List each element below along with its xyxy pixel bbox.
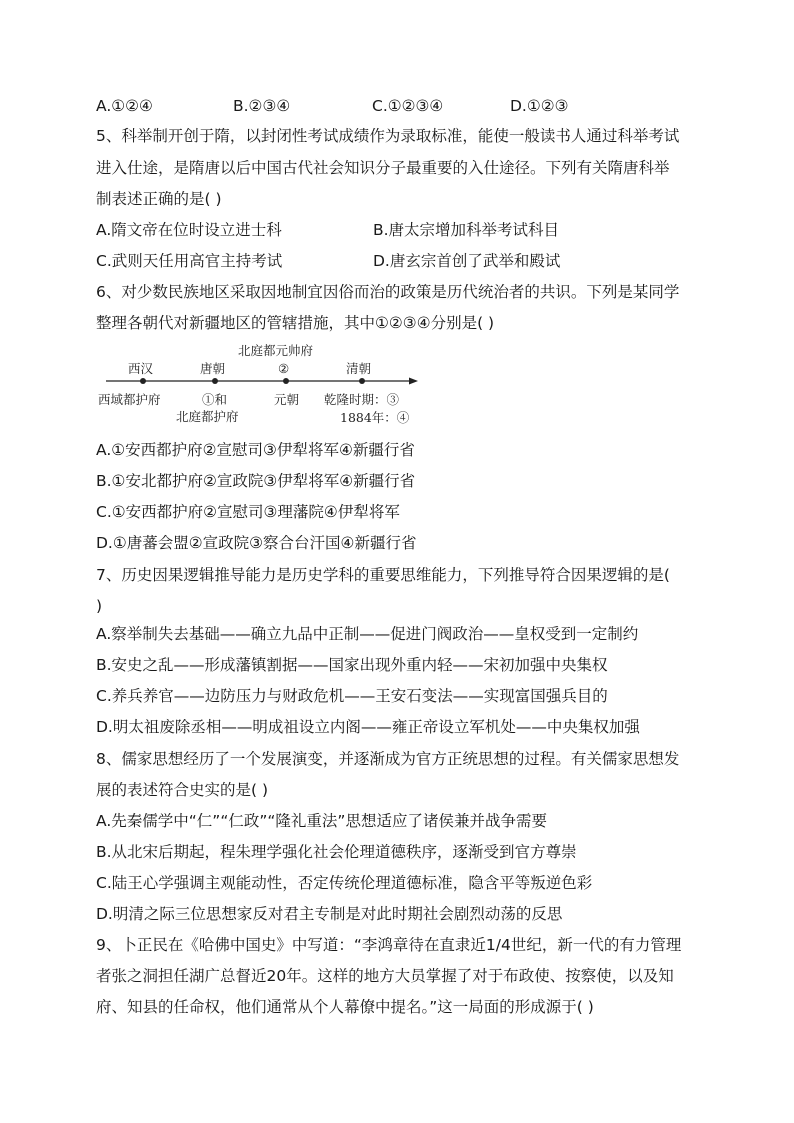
q5-stem-line-2: 进入仕途，是隋唐以后中国古代社会知识分子最重要的入仕途径。下列有关隋唐科举	[96, 159, 670, 177]
q7-stem-line-2: )	[96, 597, 103, 615]
q9-stem-line-2: 者张之洞担任湖广总督近20年。这样的地方大员掌握了对于布政使、按察使，以及知	[96, 967, 674, 985]
q9-stem-line-3: 府、知县的任命权，他们通常从个人幕僚中提名。”这一局面的形成源于( )	[96, 998, 594, 1016]
timeline-label-beiting-duhufu: 北庭都护府	[176, 409, 239, 424]
q8-stem-line-1: 8、儒家思想经历了一个发展演变，并逐渐成为官方正统思想的过程。有关儒家思想发	[96, 750, 680, 768]
q4-option-a[interactable]: A.①②④	[96, 97, 153, 115]
q7-stem-line-1: 7、历史因果逻辑推导能力是历史学科的重要思维能力，下列推导符合因果逻辑的是(	[96, 566, 670, 584]
q7-option-a[interactable]: A.察举制失去基础——确立九品中正制——促进门阀政治——皇权受到一定制约	[96, 625, 639, 643]
q5-option-c[interactable]: C.武则天任用高官主持考试	[96, 252, 283, 270]
q8-stem-line-2: 展的表述符合史实的是( )	[96, 781, 269, 799]
q6-timeline	[96, 343, 426, 433]
q4-option-c[interactable]: C.①②③④	[372, 97, 444, 115]
q7-option-d[interactable]: D.明太祖废除丞相——明成祖设立内阁——雍正帝设立军机处——中央集权加强	[96, 718, 640, 736]
q5-stem-line-3: 制表述正确的是( )	[96, 190, 222, 208]
timeline-label-blank-1: ①和	[202, 392, 228, 407]
q5-option-b[interactable]: B.唐太宗增加科举考试科目	[373, 221, 560, 239]
q6-option-a[interactable]: A.①安西都护府②宣慰司③伊犁将军④新疆行省	[96, 441, 415, 459]
q6-option-c[interactable]: C.①安西都护府②宣慰司③理藩院④伊犁将军	[96, 503, 400, 521]
timeline-label-xiyu-duhufu: 西域都护府	[98, 392, 161, 407]
timeline-label-qing: 清朝	[346, 361, 372, 376]
q7-option-b[interactable]: B.安史之乱——形成藩镇割据——国家出现外重内轻——宋初加强中央集权	[96, 656, 608, 674]
q5-stem-line-1: 5、科举制开创于隋，以封闭性考试成绩作为录取标准，能使一般读书人通过科举考试	[96, 127, 680, 145]
timeline-dot-tang	[212, 378, 218, 384]
q6-option-b[interactable]: B.①安北都护府②宣政院③伊犁将军④新疆行省	[96, 472, 416, 490]
q8-option-a[interactable]: A.先秦儒学中“仁”“仁政”“隆礼重法”思想适应了诸侯兼并战争需要	[96, 812, 547, 830]
timeline-label-1884: 1884年：④	[340, 410, 410, 425]
q7-option-c[interactable]: C.养兵养官——边防压力与财政危机——王安石变法——实现富国强兵目的	[96, 687, 608, 705]
q8-option-c[interactable]: C.陆王心学强调主观能动性，否定传统伦理道德标准，隐含平等叛逆色彩	[96, 874, 593, 892]
timeline-label-beiting-yuanshuaifu: 北庭都元帅府	[238, 343, 314, 358]
q5-option-d[interactable]: D.唐玄宗首创了武举和殿试	[373, 252, 561, 270]
q4-option-d[interactable]: D.①②③	[510, 97, 569, 115]
timeline-label-qianlong: 乾隆时期：③	[324, 392, 400, 407]
q8-option-b[interactable]: B.从北宋后期起，程朱理学强化社会伦理道德秩序，逐渐受到官方尊崇	[96, 843, 577, 861]
q6-stem-line-1: 6、对少数民族地区采取因地制宜因俗而治的政策是历代统治者的共识。下列是某同学	[96, 283, 680, 301]
timeline-label-tang: 唐朝	[200, 361, 226, 376]
timeline-label-blank-2: ②	[278, 361, 290, 376]
timeline-arrow-head	[409, 378, 418, 385]
q6-stem-line-2: 整理各朝代对新疆地区的管辖措施，其中①②③④分别是( )	[96, 314, 495, 332]
timeline-label-xihan: 西汉	[128, 361, 154, 376]
q6-option-d[interactable]: D.①唐蕃会盟②宣政院③察合台汗国④新疆行省	[96, 534, 417, 552]
q4-option-b[interactable]: B.②③④	[233, 97, 291, 115]
q8-option-d[interactable]: D.明清之际三位思想家反对君主专制是对此时期社会剧烈动荡的反思	[96, 905, 563, 923]
timeline-dot-yuan	[283, 378, 289, 384]
timeline-label-yuan: 元朝	[274, 392, 300, 407]
timeline-dot-xihan	[140, 378, 146, 384]
q5-option-a[interactable]: A.隋文帝在位时设立进士科	[96, 221, 282, 239]
timeline-dot-qing	[359, 378, 365, 384]
q9-stem-line-1: 9、卜正民在《哈佛中国史》中写道：“李鸿章待在直隶近1/4世纪，新一代的有力管理	[96, 936, 682, 954]
